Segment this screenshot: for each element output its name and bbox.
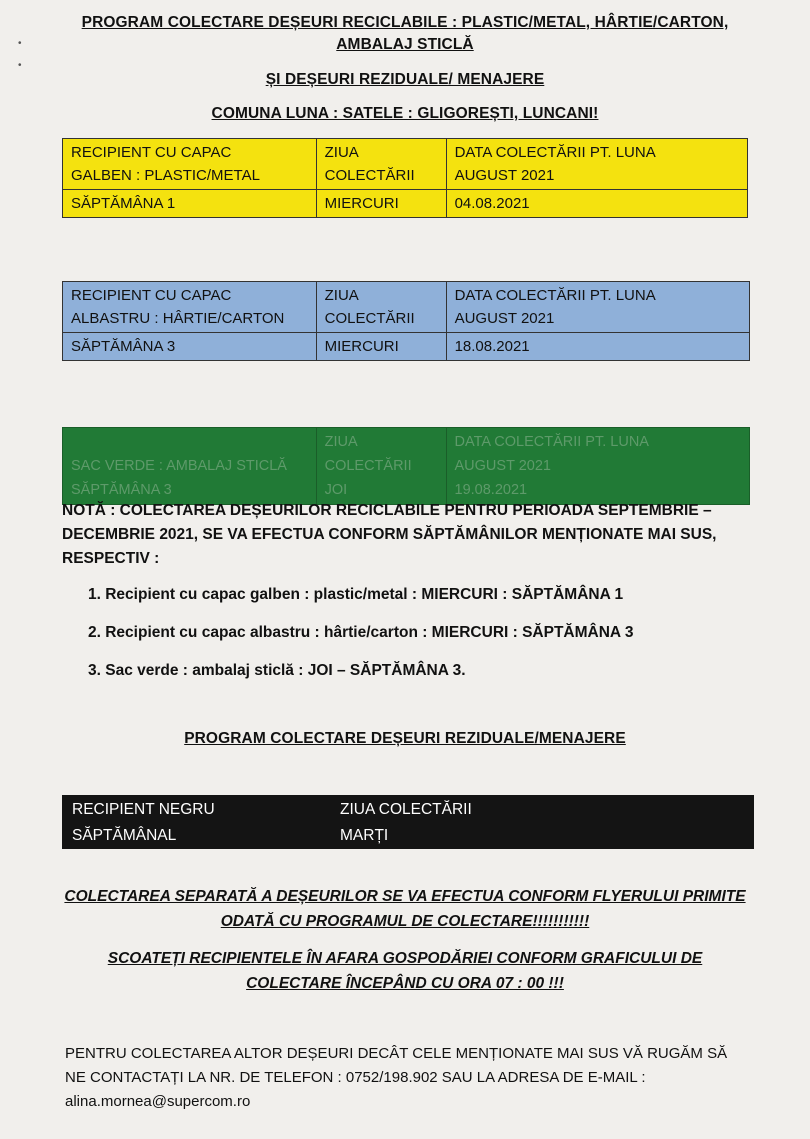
header-line-1: PROGRAM COLECTARE DEȘEURI RECICLABILE : PLASTIC/METAL, HÂRTIE/CARTON, bbox=[81, 14, 729, 31]
cell-text: RECIPIENT CU CAPAC bbox=[71, 287, 232, 304]
table-cell: MIERCURI bbox=[316, 190, 446, 218]
yellow-bin-table bbox=[62, 138, 748, 218]
residual-title: PROGRAM COLECTARE DEȘEURI REZIDUALE/MENAJERE bbox=[184, 730, 626, 747]
blue-bin-table bbox=[62, 281, 750, 361]
cell-text: SAC VERDE : AMBALAJ STICLĂ bbox=[71, 458, 287, 474]
table-cell bbox=[63, 139, 317, 190]
cell-text: DATA COLECTĂRII PT. LUNA bbox=[454, 287, 656, 304]
cell-text: ZIUA bbox=[324, 434, 358, 450]
cell-text: SĂPTĂMÂNAL bbox=[72, 827, 177, 844]
cell-text: RECIPIENT CU CAPAC bbox=[71, 144, 232, 161]
table-cell: SĂPTĂMÂNA 1 bbox=[63, 190, 317, 218]
warning-line: COLECTARE ÎNCEPÂND CU ORA 07 : 00 !!! bbox=[246, 975, 564, 992]
cell-text: MARȚI bbox=[340, 827, 389, 844]
cell-text: RECIPIENT NEGRU bbox=[72, 801, 215, 818]
cell-text: DATA COLECTĂRII PT. LUNA bbox=[454, 144, 656, 161]
note-paragraph: NOTĂ : COLECTAREA DEȘEURILOR RECICLABILE PENTRU PERIOADA SEPTEMBRIE – DECEMBRIE 2021, SE VA EFECTUA CONFORM SĂPTĂMÂNILOR MENȚIONATE MAI SUS, RESPECTIV : bbox=[62, 502, 717, 567]
contact-footer bbox=[65, 1042, 785, 1114]
black-bin-table bbox=[62, 795, 754, 849]
table-cell bbox=[446, 282, 749, 333]
green-bag-table bbox=[62, 427, 750, 505]
cell-text: AUGUST 2021 bbox=[454, 458, 551, 474]
warning-line: COLECTAREA SEPARATĂ A DEȘEURILOR SE VA EFECTUA CONFORM FLYERULUI PRIMITE bbox=[64, 888, 746, 905]
cell-text: COLECTĂRII bbox=[324, 458, 412, 474]
table-cell bbox=[63, 282, 317, 333]
cell-text: GALBEN : PLASTIC/METAL bbox=[71, 167, 260, 184]
table-row bbox=[63, 428, 750, 505]
table-cell: 04.08.2021 bbox=[446, 190, 747, 218]
cell-text: ZIUA bbox=[324, 287, 359, 304]
table-cell bbox=[63, 428, 317, 505]
table-row bbox=[63, 190, 748, 218]
cell-text: COLECTĂRII bbox=[324, 310, 415, 327]
table-cell bbox=[316, 428, 446, 505]
cell-text: 19.08.2021 bbox=[454, 482, 528, 498]
footer-line: PENTRU COLECTAREA ALTOR DEȘEURI DECÂT CELE MENȚIONATE MAI SUS VĂ RUGĂM SĂ bbox=[65, 1045, 728, 1062]
table-row bbox=[63, 282, 750, 333]
list-item: 1. Recipient cu capac galben : plastic/metal : MIERCURI : SĂPTĂMÂNA 1 bbox=[88, 586, 624, 603]
schedule-list bbox=[88, 583, 633, 697]
warning-line: ODATĂ CU PROGRAMUL DE COLECTARE!!!!!!!!!!! bbox=[220, 913, 590, 930]
warning-line: SCOATEȚI RECIPIENTELE ÎN AFARA GOSPODĂRIEI CONFORM GRAFICULUI DE bbox=[107, 950, 703, 967]
header-line-2: AMBALAJ STICLĂ bbox=[336, 36, 474, 53]
table-cell: 18.08.2021 bbox=[446, 333, 749, 361]
header-line-3: ȘI DEȘEURI REZIDUALE/ MENAJERE bbox=[265, 71, 545, 88]
cell-text: COLECTĂRII bbox=[324, 167, 415, 184]
cell-text: ZIUA bbox=[324, 144, 359, 161]
list-item: 3. Sac verde : ambalaj sticlă : JOI – SĂPTĂMÂNA 3. bbox=[88, 662, 466, 679]
cell-text: DATA COLECTĂRII PT. LUNA bbox=[454, 434, 649, 450]
paper-mark: • bbox=[18, 38, 22, 49]
cell-text: AUGUST 2021 bbox=[454, 310, 555, 327]
footer-line: NE CONTACTAȚI LA NR. DE TELEFON : 0752/198.902 SAU LA ADRESA DE E-MAIL : bbox=[65, 1069, 646, 1086]
table-cell bbox=[316, 139, 446, 190]
table-cell bbox=[446, 139, 747, 190]
table-cell bbox=[316, 282, 446, 333]
cell-text: AUGUST 2021 bbox=[454, 167, 555, 184]
table-row bbox=[63, 139, 748, 190]
table-row bbox=[63, 333, 750, 361]
table-cell bbox=[446, 428, 749, 505]
list-item: 2. Recipient cu capac albastru : hârtie/carton : MIERCURI : SĂPTĂMÂNA 3 bbox=[88, 624, 634, 641]
cell-text: JOI bbox=[324, 482, 348, 498]
cell-text: ALBASTRU : HÂRTIE/CARTON bbox=[71, 310, 285, 327]
cell-text: SĂPTĂMÂNA 3 bbox=[71, 482, 172, 498]
header-line-4: COMUNA LUNA : SATELE : GLIGOREȘTI, LUNCANI! bbox=[211, 105, 599, 122]
cell-text: ZIUA COLECTĂRII bbox=[340, 801, 472, 818]
table-cell: MIERCURI bbox=[316, 333, 446, 361]
table-cell: SĂPTĂMÂNA 3 bbox=[63, 333, 317, 361]
contact-email: alina.mornea@supercom.ro bbox=[65, 1093, 251, 1110]
paper-mark: • bbox=[18, 60, 22, 71]
